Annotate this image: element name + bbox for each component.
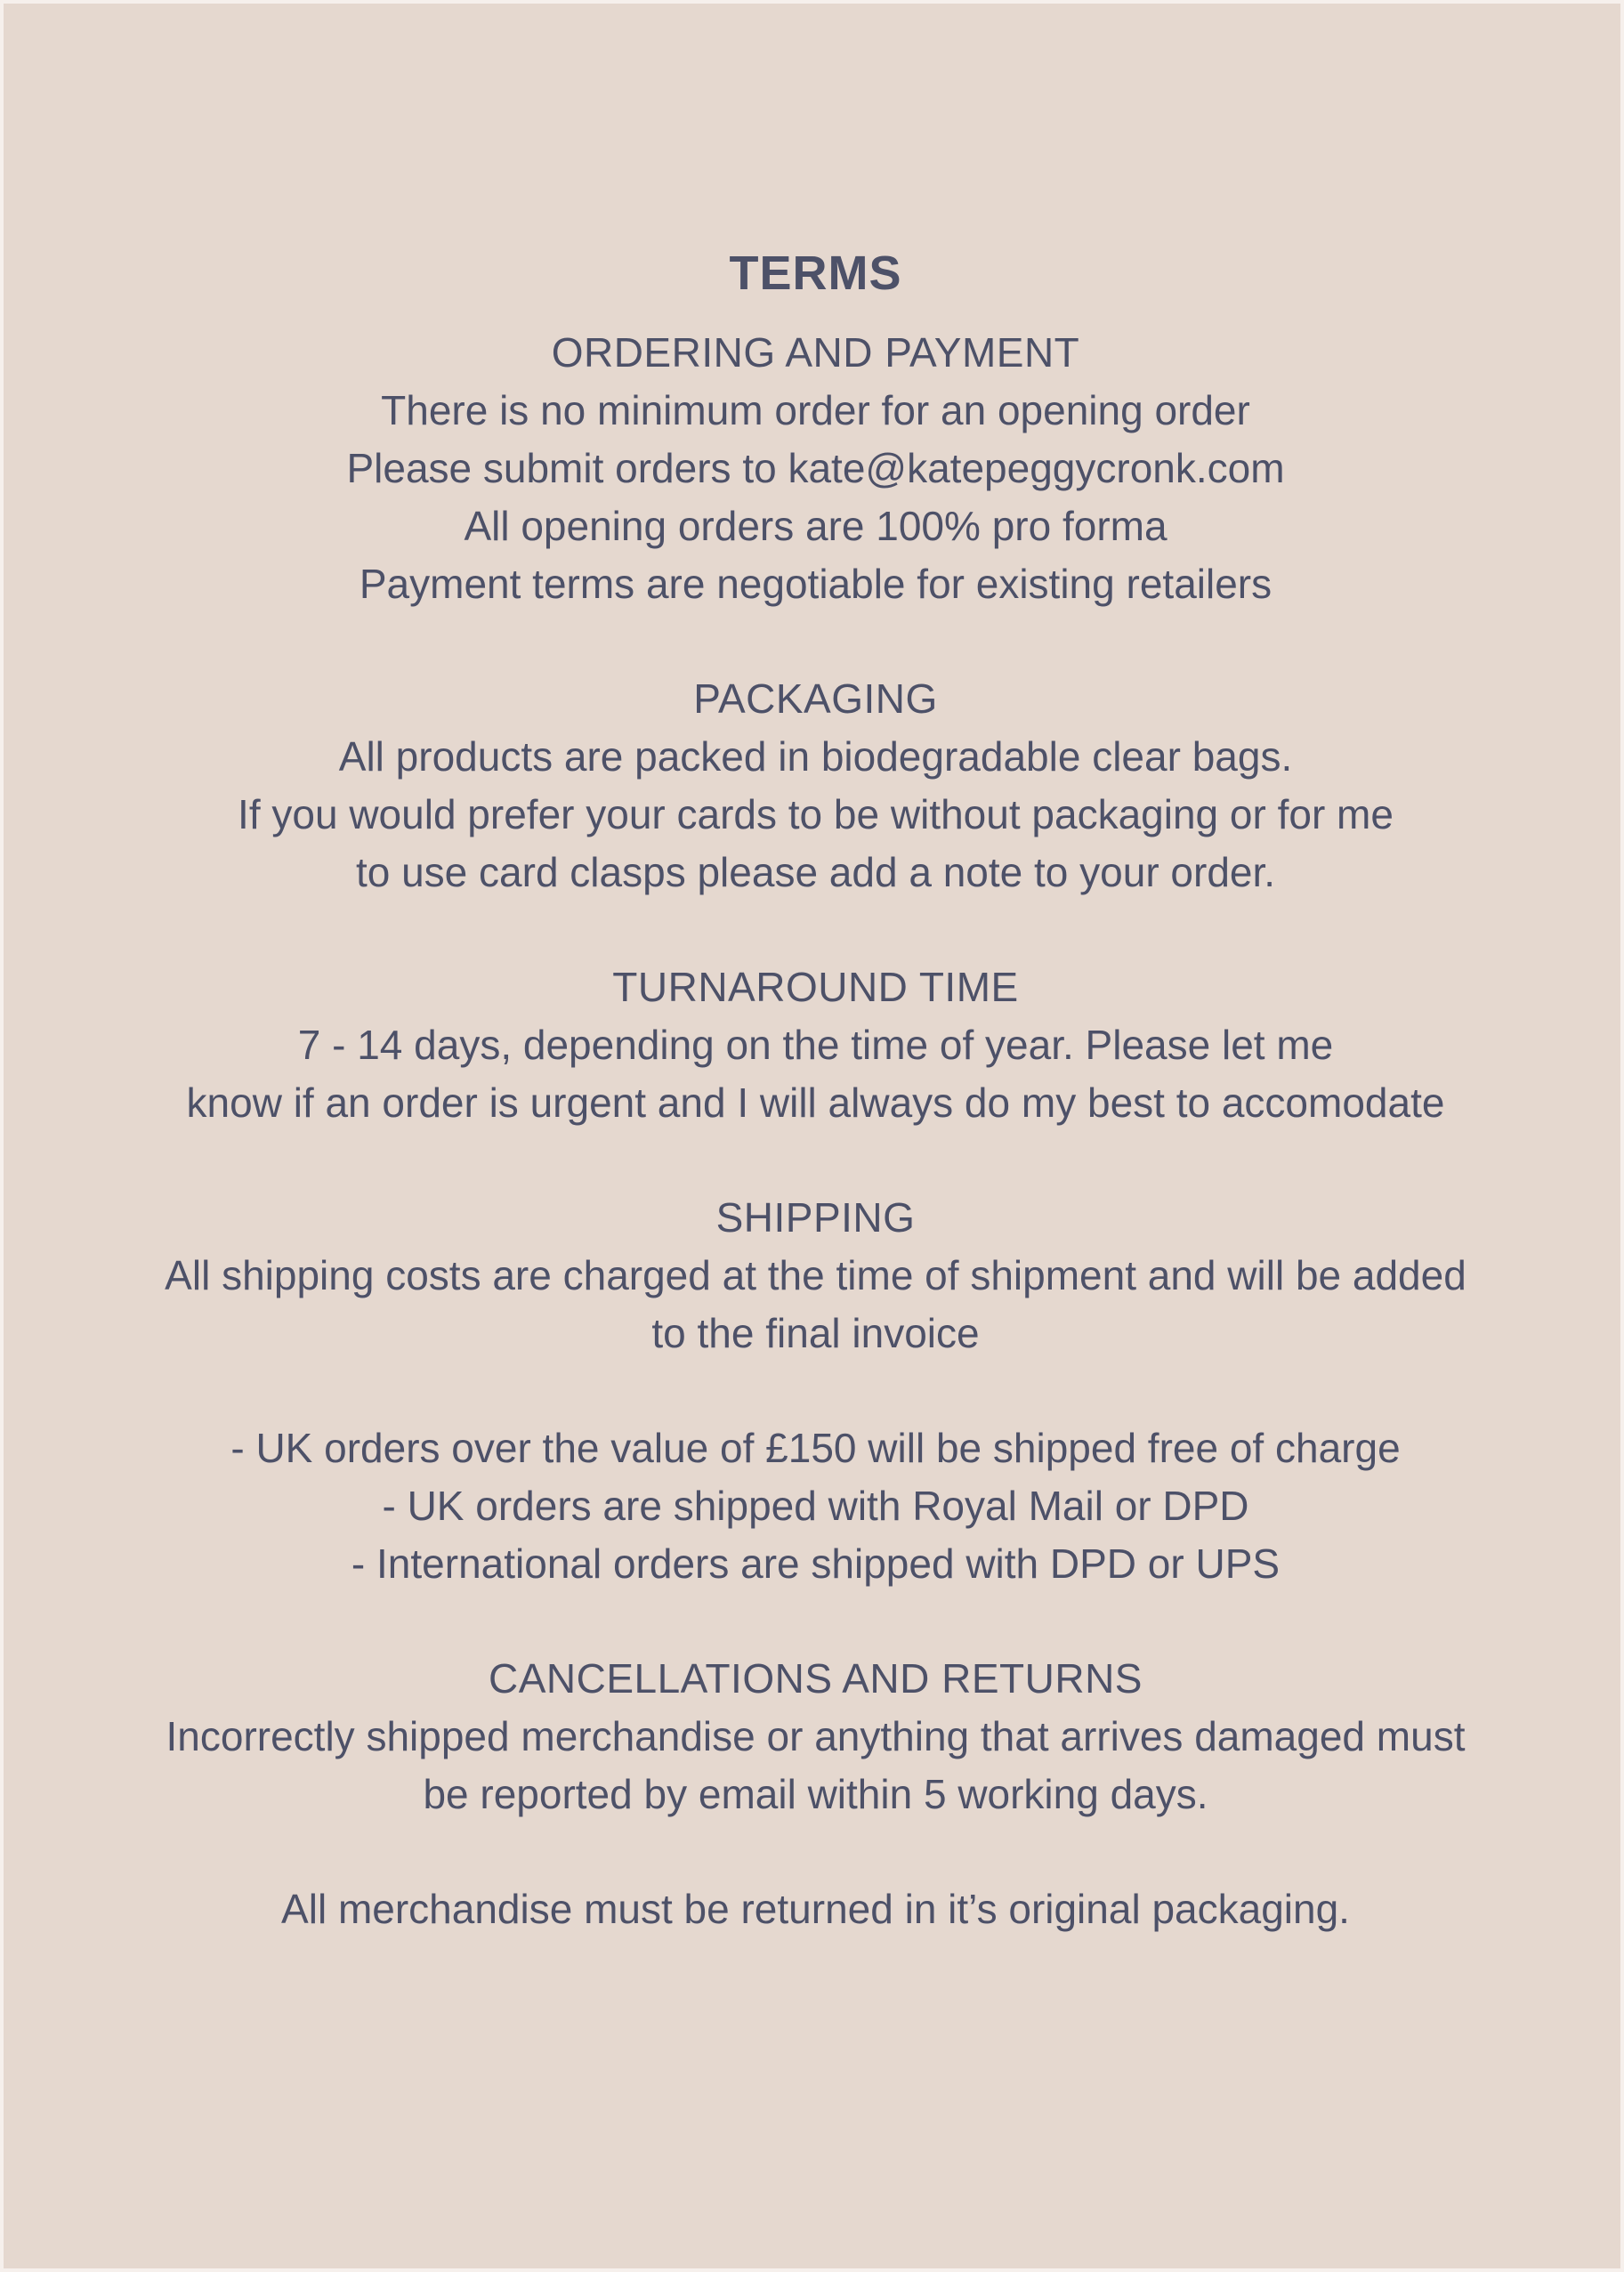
section-cancellations-and-returns [4,1650,1624,1938]
section-line: If you would prefer your cards to be without packaging or for me [238,791,1394,837]
section-ordering-and-payment [4,324,1624,613]
section-spacer [4,902,1624,958]
shipping-bullet: - International orders are shipped with DPD or UPS [351,1540,1281,1587]
section-turnaround-time [4,958,1624,1132]
title-spacer [4,310,1624,324]
section-line: 7 - 14 days, depending on the time of year. Please let me [297,1022,1334,1068]
section-line: to use card clasps please add a note to your order. [355,849,1276,895]
section-heading: CANCELLATIONS AND RETURNS [488,1655,1143,1702]
section-line: All products are packed in biodegradable clear bags. [338,733,1293,780]
section-line: Payment terms are negotiable for existing retailers [359,561,1273,607]
paragraph-spacer [4,1362,1624,1419]
section-line: to the final invoice [651,1310,980,1356]
section-line: Please submit orders to kate@katepeggycronk.com [346,445,1285,491]
section-spacer [4,613,1624,670]
section-line: be reported by email within 5 working days. [423,1771,1208,1817]
section-line: All shipping costs are charged at the time of shipment and will be added [165,1252,1466,1298]
section-spacer [4,1132,1624,1189]
section-line: Incorrectly shipped merchandise or anything that arrives damaged must [166,1713,1466,1759]
section-line: All merchandise must be returned in it’s original packaging. [281,1886,1350,1932]
section-line: All opening orders are 100% pro forma [464,503,1168,549]
section-spacer [4,1593,1624,1650]
shipping-bullet: - UK orders over the value of £150 will be shipped free of charge [230,1425,1401,1471]
section-line: There is no minimum order for an opening order [381,387,1250,433]
section-shipping [4,1189,1624,1593]
section-heading: ORDERING AND PAYMENT [551,329,1080,376]
section-heading: TURNAROUND TIME [612,964,1019,1010]
page-title: TERMS [729,247,902,300]
section-heading: PACKAGING [693,675,938,722]
paragraph-spacer [4,1823,1624,1880]
section-line: know if an order is urgent and I will always do my best to accomodate [186,1079,1445,1126]
section-packaging [4,670,1624,902]
shipping-bullet: - UK orders are shipped with Royal Mail or DPD [382,1483,1249,1529]
section-heading: SHIPPING [715,1194,916,1241]
terms-content [4,237,1624,1938]
